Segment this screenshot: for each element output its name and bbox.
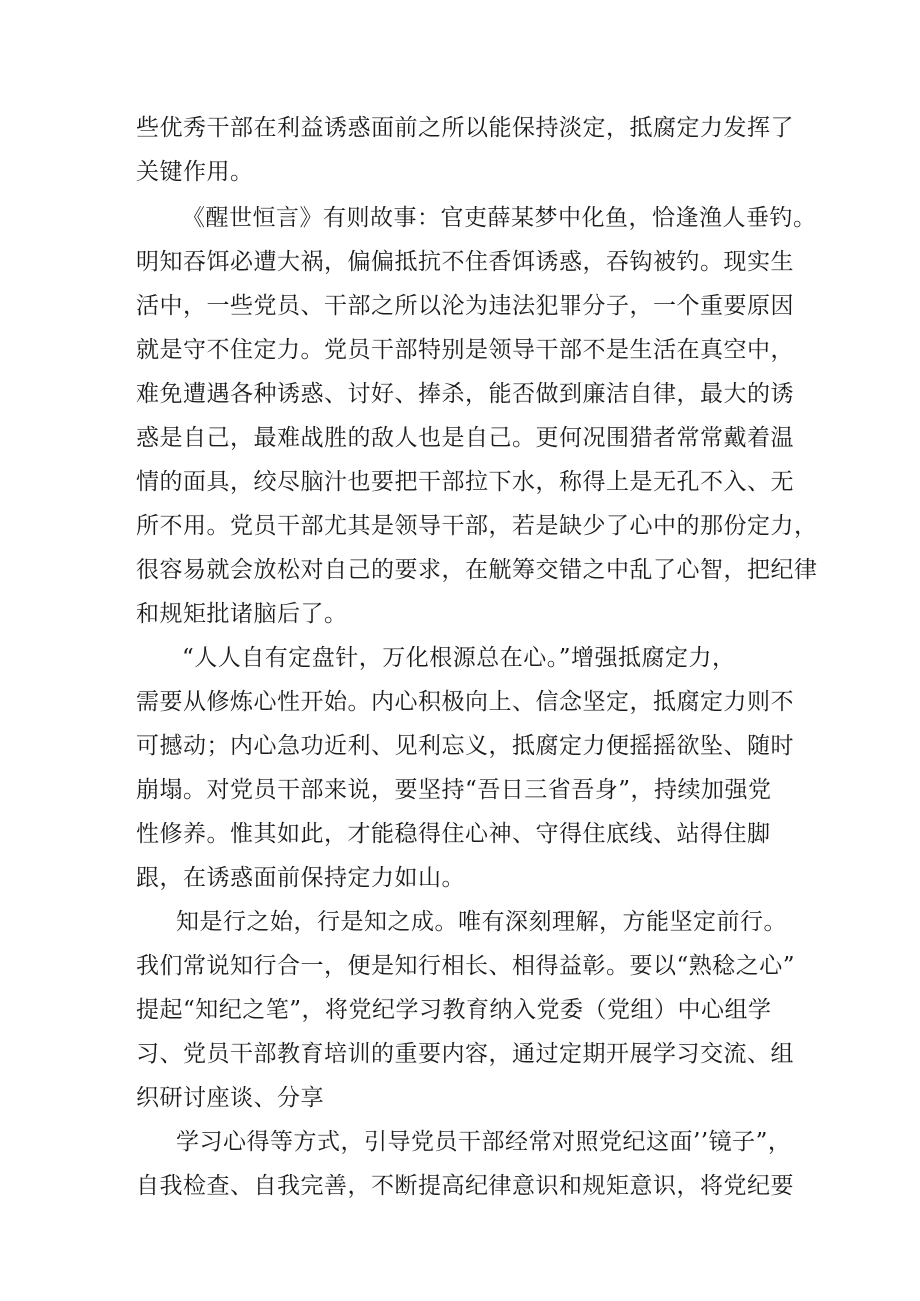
text-line: 提起“知纪之笔”，将党纪学习教育纳入党委（党组）中心组学 [136,997,772,1023]
text-line: 所不用。党员干部尤其是领导干部，若是缺少了心中的那份定力， [136,513,818,539]
text-line: 习、党员干部教育培训的重要内容，通过定期开展学习交流、组 [136,1041,794,1067]
text-line: 活中，一些党员、干部之所以沦为违法犯罪分子，一个重要原因 [136,293,794,319]
text-line: 织研讨座谈、分享 [136,1085,324,1111]
text-line: “人人自有定盘针，万化根源总在心。”增强抵腐定力， [182,645,736,671]
text-line: 惑是自己，最难战胜的敌人也是自己。更何况围猎者常常戴着温 [136,425,794,451]
text-line: 知是行之始，行是知之成。唯有深刻理解，方能坚定前行。 [176,909,787,935]
text-line: 自我检查、自我完善，不断提高纪律意识和规矩意识，将党纪要 [136,1173,794,1199]
text-line: 明知吞饵必遭大祸，偏偏抵抗不住香饵诱惑，吞钩被钓。现实生 [136,249,794,275]
text-line: 需要从修炼心性开始。内心积极向上、信念坚定，抵腐定力则不 [136,689,794,715]
text-line: 《醒世恒言》有则故事：官吏薛某梦中化鱼，恰逢渔人垂钓。 [182,205,817,231]
text-line: 和规矩批诸脑后了。 [136,601,348,627]
text-line: 情的面具，绞尽脑汁也要把干部拉下水，称得上是无孔不入、无 [136,469,794,495]
text-line: 可撼动；内心急功近利、见利忘义，抵腐定力便摇摇欲坠、随时 [136,733,794,759]
text-line: 关键作用。 [136,159,254,185]
text-line: 就是守不住定力。党员干部特别是领导干部不是生活在真空中， [136,337,794,363]
text-line: 跟，在诱惑面前保持定力如山。 [136,865,465,891]
text-line: 崩塌。对党员干部来说，要坚持“吾日三省吾身”，持续加强党 [136,777,772,803]
text-line: 我们常说知行合一，便是知行相长、相得益彰。要以“熟稔之心” [136,953,796,979]
text-line: 难免遭遇各种诱惑、讨好、捧杀，能否做到廉洁自律，最大的诱 [136,381,794,407]
text-line: 些优秀干部在利益诱惑面前之所以能保持淡定，抵腐定力发挥了 [136,115,794,141]
text-line: 很容易就会放松对自己的要求，在觥筹交错之中乱了心智，把纪律 [136,557,818,583]
text-line: 性修养。惟其如此，才能稳得住心神、守得住底线、站得住脚 [136,821,771,847]
text-line: 学习心得等方式，引导党员干部经常对照党纪这面’’镜子”， [176,1129,792,1155]
